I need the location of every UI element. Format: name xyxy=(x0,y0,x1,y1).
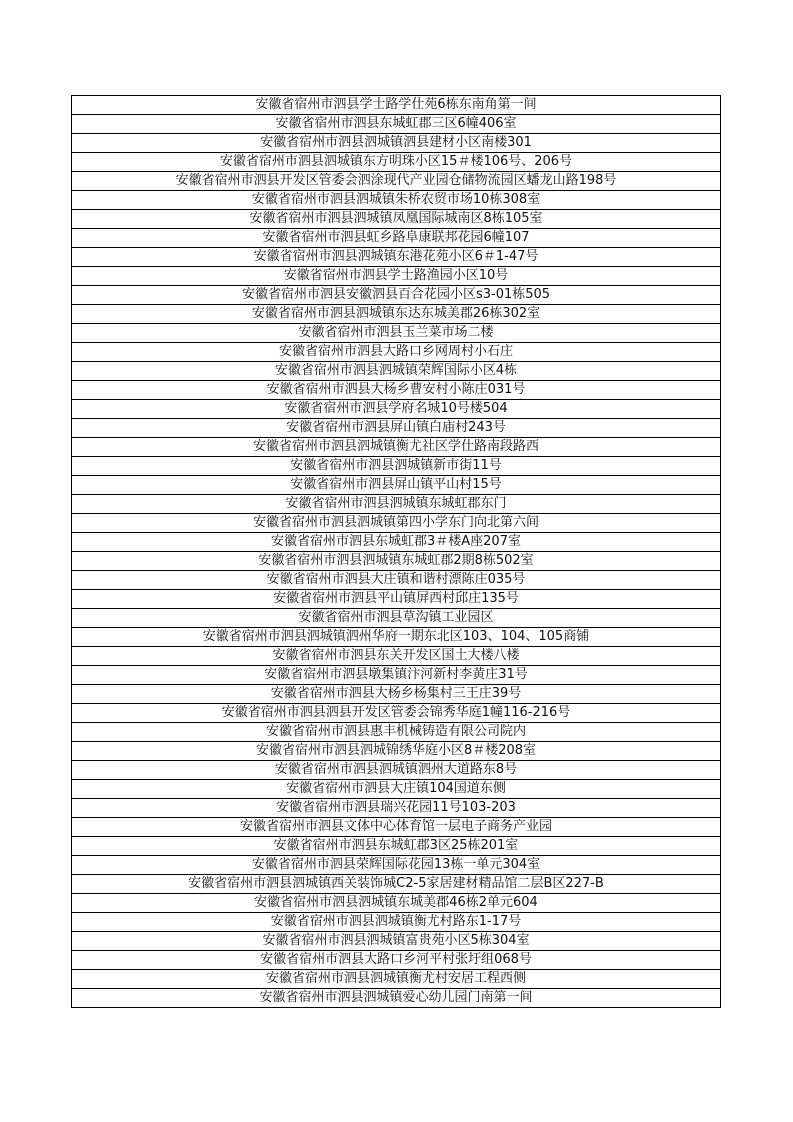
address-cell: 安徽省宿州市泗县学士路学仕苑6栋东南角第一间 xyxy=(72,96,721,115)
table-row xyxy=(72,362,721,381)
table-row xyxy=(72,799,721,818)
address-cell: 安徽省宿州市泗县屏山镇平山村15号 xyxy=(72,476,721,495)
table-row xyxy=(72,951,721,970)
table-row xyxy=(72,438,721,457)
address-cell: 安徽省宿州市泗县学府名城10号楼504 xyxy=(72,400,721,419)
address-cell: 安徽省宿州市泗县学士路渔园小区10号 xyxy=(72,267,721,286)
table-row xyxy=(72,628,721,647)
address-cell: 安徽省宿州市泗县大路口乡河平村张圩组068号 xyxy=(72,951,721,970)
address-cell: 安徽省宿州市泗县泗城镇朱桥农贸市场10栋308室 xyxy=(72,191,721,210)
table-row xyxy=(72,970,721,989)
address-cell: 安徽省宿州市泗县荣辉国际花园13栋一单元304室 xyxy=(72,856,721,875)
table-row xyxy=(72,495,721,514)
table-row xyxy=(72,932,721,951)
address-cell: 安徽省宿州市泗县泗城镇东方明珠小区15＃楼106号、206号 xyxy=(72,153,721,172)
table-row xyxy=(72,609,721,628)
address-cell: 安徽省宿州市泗县泗城镇泗州大道路东8号 xyxy=(72,761,721,780)
address-cell: 安徽省宿州市泗县屏山镇白庙村243号 xyxy=(72,419,721,438)
address-cell: 安徽省宿州市泗县泗城镇东港花苑小区6＃1-47号 xyxy=(72,248,721,267)
table-row xyxy=(72,875,721,894)
address-cell: 安徽省宿州市泗县惠丰机械铸造有限公司院内 xyxy=(72,723,721,742)
table-row xyxy=(72,134,721,153)
address-cell: 安徽省宿州市泗县泗城镇东城虹郡东门 xyxy=(72,495,721,514)
table-row xyxy=(72,343,721,362)
address-cell: 安徽省宿州市泗县泗城镇东达东城美郡26栋302室 xyxy=(72,305,721,324)
table-row xyxy=(72,229,721,248)
address-cell: 安徽省宿州市泗县东城虹郡3＃楼A座207室 xyxy=(72,533,721,552)
address-cell: 安徽省宿州市泗县泗城镇荣辉国际小区4栋 xyxy=(72,362,721,381)
address-cell: 安徽省宿州市泗县大杨乡杨集村三王庄39号 xyxy=(72,685,721,704)
address-cell: 安徽省宿州市泗县泗城镇西关装饰城C2-5家居建材精品馆二层B区227-B xyxy=(72,875,721,894)
table-row xyxy=(72,856,721,875)
address-cell: 安徽省宿州市泗县泗城镇新市街11号 xyxy=(72,457,721,476)
address-cell: 安徽省宿州市泗县泗城镇泗州华府一期东北区103、104、105商铺 xyxy=(72,628,721,647)
table-row xyxy=(72,191,721,210)
address-table xyxy=(71,95,721,1008)
address-cell: 安徽省宿州市泗县东城虹郡三区6幢406室 xyxy=(72,115,721,134)
address-cell: 安徽省宿州市泗县文体中心体育馆一层电子商务产业园 xyxy=(72,818,721,837)
table-row xyxy=(72,666,721,685)
table-row xyxy=(72,96,721,115)
address-cell: 安徽省宿州市泗县虹乡路阜康联邦花园6幢107 xyxy=(72,229,721,248)
table-row xyxy=(72,647,721,666)
table-row xyxy=(72,780,721,799)
table-row xyxy=(72,514,721,533)
table-row xyxy=(72,457,721,476)
table-row xyxy=(72,761,721,780)
table-row xyxy=(72,571,721,590)
table-row xyxy=(72,590,721,609)
address-cell: 安徽省宿州市泗县安徽泗县百合花园小区s3-01栋505 xyxy=(72,286,721,305)
address-cell: 安徽省宿州市泗县草沟镇工业园区 xyxy=(72,609,721,628)
table-row xyxy=(72,837,721,856)
table-row xyxy=(72,913,721,932)
table-row xyxy=(72,267,721,286)
table-row xyxy=(72,989,721,1008)
table-row xyxy=(72,476,721,495)
address-cell: 安徽省宿州市泗县泗城镇第四小学东门向北第六间 xyxy=(72,514,721,533)
address-cell: 安徽省宿州市泗县泗城镇泗县建材小区南楼301 xyxy=(72,134,721,153)
table-row xyxy=(72,552,721,571)
table-row xyxy=(72,723,721,742)
table-row xyxy=(72,286,721,305)
table-row xyxy=(72,153,721,172)
table-row xyxy=(72,305,721,324)
address-cell: 安徽省宿州市泗县泗城镇东城虹郡2期8栋502室 xyxy=(72,552,721,571)
address-cell: 安徽省宿州市泗县墩集镇汴河新村李黄庄31号 xyxy=(72,666,721,685)
address-cell: 安徽省宿州市泗县泗城镇爱心幼儿园门南第一间 xyxy=(72,989,721,1008)
address-cell: 安徽省宿州市泗县瑞兴花园11号103-203 xyxy=(72,799,721,818)
address-cell: 安徽省宿州市泗县泗城镇衡尤社区学仕路南段路西 xyxy=(72,438,721,457)
address-cell: 安徽省宿州市泗县东城虹郡3区25栋201室 xyxy=(72,837,721,856)
table-row xyxy=(72,419,721,438)
address-cell: 安徽省宿州市泗县泗城镇东城美郡46栋2单元604 xyxy=(72,894,721,913)
table-row xyxy=(72,115,721,134)
table-row xyxy=(72,324,721,343)
address-cell: 安徽省宿州市泗县玉兰菜市场二楼 xyxy=(72,324,721,343)
address-cell: 安徽省宿州市泗县泗城锦绣华庭小区8＃楼208室 xyxy=(72,742,721,761)
table-row xyxy=(72,381,721,400)
address-cell: 安徽省宿州市泗县泗城镇衡尤村路东1-17号 xyxy=(72,913,721,932)
table-row xyxy=(72,894,721,913)
address-cell: 安徽省宿州市泗县泗城镇衡尤村安居工程西侧 xyxy=(72,970,721,989)
address-cell: 安徽省宿州市泗县开发区管委会泗涂现代产业园仓储物流园区蟠龙山路198号 xyxy=(72,172,721,191)
address-cell: 安徽省宿州市泗县泗城镇凤凰国际城南区8栋105室 xyxy=(72,210,721,229)
table-row xyxy=(72,685,721,704)
address-cell: 安徽省宿州市泗县东关开发区国土大楼八楼 xyxy=(72,647,721,666)
address-cell: 安徽省宿州市泗县泗县开发区管委会锦秀华庭1幢116-216号 xyxy=(72,704,721,723)
address-cell: 安徽省宿州市泗县泗城镇富贵苑小区5栋304室 xyxy=(72,932,721,951)
address-table-body xyxy=(72,96,721,1008)
table-row xyxy=(72,704,721,723)
address-cell: 安徽省宿州市泗县大庄镇104国道东侧 xyxy=(72,780,721,799)
table-row xyxy=(72,818,721,837)
address-cell: 安徽省宿州市泗县大杨乡曹安村小陈庄031号 xyxy=(72,381,721,400)
address-cell: 安徽省宿州市泗县大路口乡网周村小石庄 xyxy=(72,343,721,362)
table-row xyxy=(72,172,721,191)
table-row xyxy=(72,400,721,419)
address-cell: 安徽省宿州市泗县大庄镇和谐村漂陈庄035号 xyxy=(72,571,721,590)
table-row xyxy=(72,533,721,552)
address-cell: 安徽省宿州市泗县平山镇屏西村邱庄135号 xyxy=(72,590,721,609)
table-row xyxy=(72,742,721,761)
table-row xyxy=(72,210,721,229)
table-row xyxy=(72,248,721,267)
